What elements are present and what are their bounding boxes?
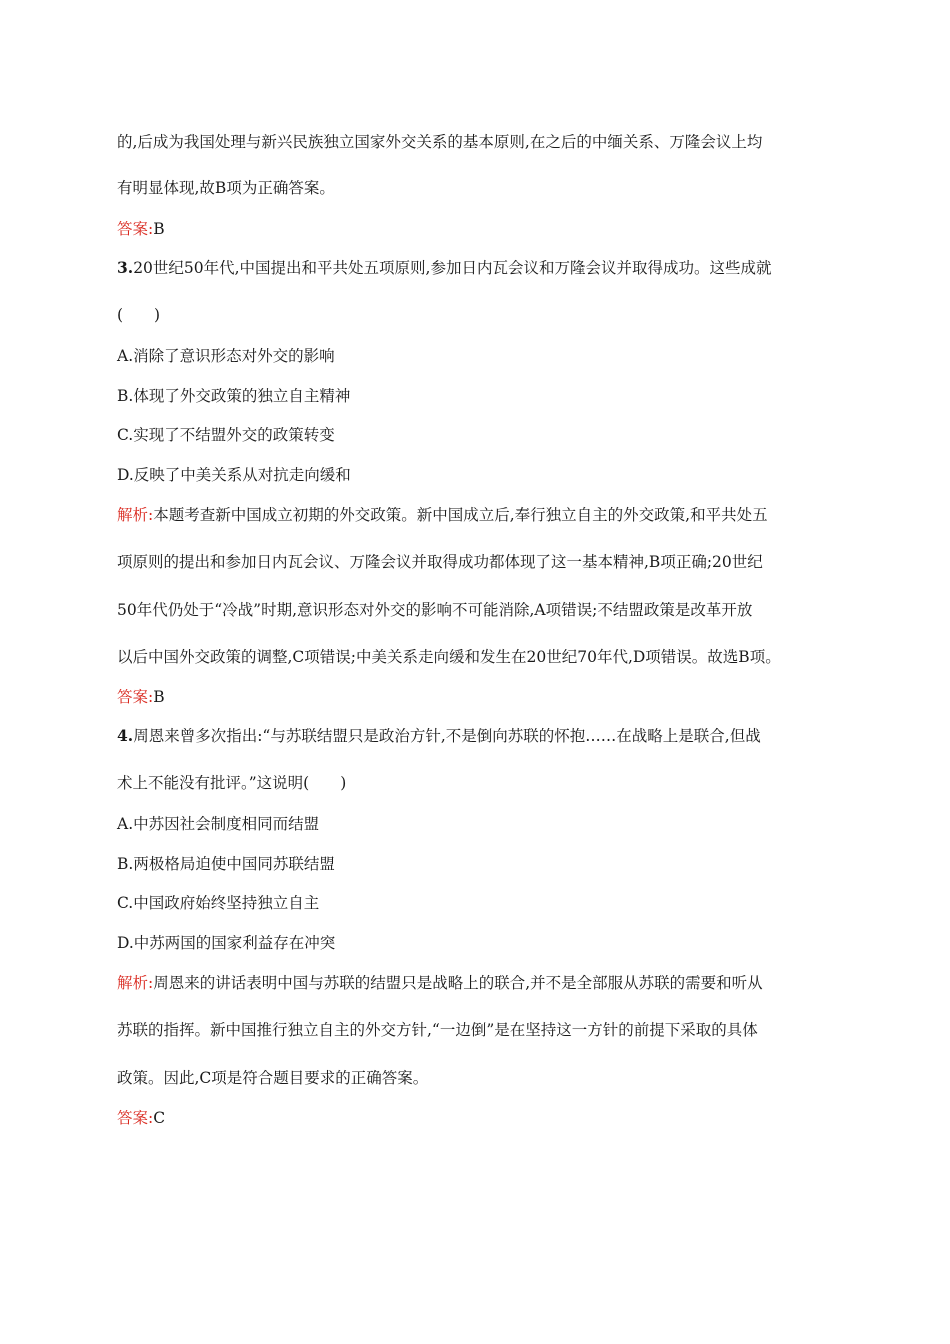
answer-value: C xyxy=(153,1109,166,1127)
q3-stem-line-1 xyxy=(117,258,772,278)
answer-label: 答案: xyxy=(117,220,154,238)
q3-analysis-line-4: 以后中国外交政策的调整,C项错误;中美关系走向缓和发生在20世纪70年代,D项错误。故选B项。 xyxy=(117,648,781,666)
q4-option-d: D.中苏两国的国家利益存在冲突 xyxy=(117,934,336,952)
answer-label: 答案: xyxy=(117,1109,154,1127)
prev-analysis-line-1: 的,后成为我国处理与新兴民族独立国家外交关系的基本原则,在之后的中缅关系、万隆会议上均 xyxy=(117,133,763,151)
q3-analysis-text: 本题考查新中国成立初期的外交政策。新中国成立后,奉行独立自主的外交政策,和平共处五 xyxy=(153,506,768,524)
q3-analysis-line-2: 项原则的提出和参加日内瓦会议、万隆会议并取得成功都体现了这一基本精神,B项正确;20世纪 xyxy=(117,553,763,571)
q3-number: 3. xyxy=(117,258,134,277)
q4-option-a: A.中苏因社会制度相同而结盟 xyxy=(117,815,320,833)
q4-stem-text: 周恩来曾多次指出:“与苏联结盟只是政治方针,不是倒向苏联的怀抱……在战略上是联合,但战 xyxy=(133,727,761,745)
q4-option-c: C.中国政府始终坚持独立自主 xyxy=(117,894,320,912)
q4-analysis-line-1 xyxy=(117,973,763,993)
q4-stem-line-1 xyxy=(117,726,761,746)
q4-stem-line-2: 术上不能没有批评。”这说明( ) xyxy=(117,774,347,792)
q3-analysis-line-3: 50年代仍处于“冷战”时期,意识形态对外交的影响不可能消除,A项错误;不结盟政策是改革开放 xyxy=(117,601,753,619)
q3-option-a: A.消除了意识形态对外交的影响 xyxy=(117,347,335,365)
answer-value: B xyxy=(153,220,165,238)
q4-analysis-line-3: 政策。因此,C项是符合题目要求的正确答案。 xyxy=(117,1069,429,1087)
q3-option-d: D.反映了中美关系从对抗走向缓和 xyxy=(117,466,351,484)
q3-stem-line-2: ( ) xyxy=(117,306,161,324)
q4-analysis-text: 周恩来的讲话表明中国与苏联的结盟只是战略上的联合,并不是全部服从苏联的需要和听从 xyxy=(153,974,763,992)
analysis-label: 解析: xyxy=(117,506,154,524)
answer-label: 答案: xyxy=(117,688,154,706)
q4-answer xyxy=(117,1108,165,1128)
q4-option-b: B.两极格局迫使中国同苏联结盟 xyxy=(117,855,335,873)
q3-option-c: C.实现了不结盟外交的政策转变 xyxy=(117,426,335,444)
q3-analysis-line-1 xyxy=(117,505,768,525)
analysis-label: 解析: xyxy=(117,974,154,992)
answer-value: B xyxy=(153,688,165,706)
q3-answer xyxy=(117,687,165,707)
q3-stem-text: 20世纪50年代,中国提出和平共处五项原则,参加日内瓦会议和万隆会议并取得成功。这些成就 xyxy=(133,259,772,277)
prev-analysis-line-2: 有明显体现,故B项为正确答案。 xyxy=(117,179,335,197)
q4-number: 4. xyxy=(117,726,134,745)
q4-analysis-line-2: 苏联的指挥。新中国推行独立自主的外交方针,“一边倒”是在坚持这一方针的前提下采取的具体 xyxy=(117,1021,758,1039)
prev-answer xyxy=(117,219,165,239)
q3-option-b: B.体现了外交政策的独立自主精神 xyxy=(117,387,351,405)
